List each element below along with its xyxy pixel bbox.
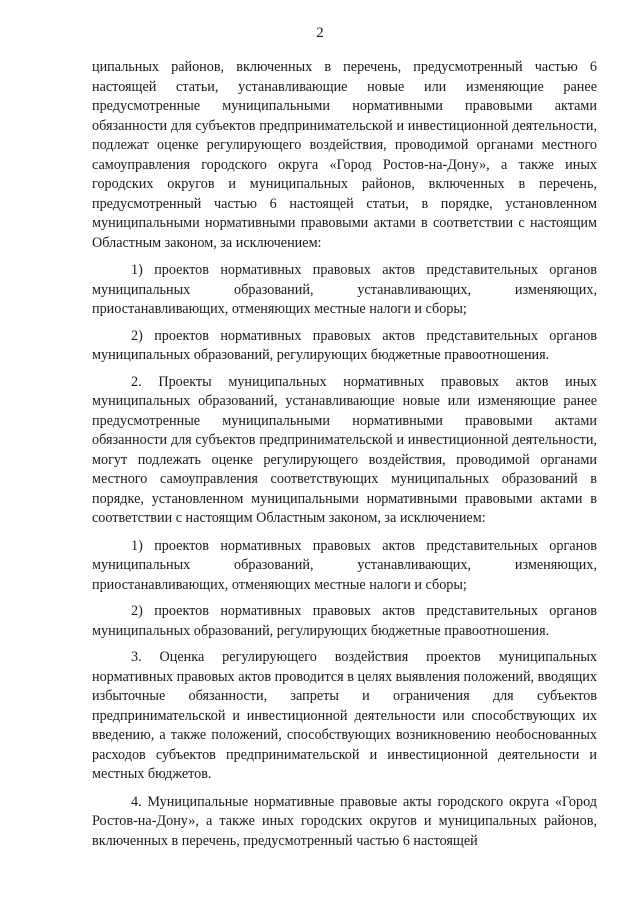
paragraph-continuation: ципальных районов, включенных в перечень, предусмотренный частью 6 настоящей статьи, устанавливающие новые или изменяющие ранее предусмотренные муниципальными нормативными правовыми актами обязанности для субъектов предпринимательской и инвестиционной деятельности, подлежат оценке регулирующего воздействия, проводимой органами местного самоуправления городского округа «Город Ростов-на-Дону», а также иных городских округов и муниципальных районов, включенных в перечень, предусмотренный частью 6 настоящей статьи, в порядке, установленном муниципальными нормативными правовыми актами в соответствии с настоящим Областным законом, за исключением:: [92, 59, 597, 251]
paragraph-item-2: 2) проектов нормативных правовых актов представительных органов муниципальных образований, регулирующих бюджетные правоотношения.: [92, 327, 597, 363]
paragraph-section-4: 4. Муниципальные нормативные правовые акты городского округа «Город Ростов-на-Дону», а также иных городских округов и муниципальных районов, включенных в перечень, предусмотренный частью 6 настоящей: [92, 793, 597, 849]
paragraph-section-2: 2. Проекты муниципальных нормативных правовых актов иных муниципальных образований, устанавливающие новые или изменяющие ранее предусмотренные муниципальными нормативными правовыми актами обязанности для субъектов предпринимательской и инвестиционной деятельности, могут подлежать оценке регулирующего воздействия, проводимой органами местного самоуправления соответствующих муниципальных образований в порядке, установленном муниципальными нормативными правовыми актами в соответствии с настоящим Областным законом, за исключением:: [92, 373, 597, 526]
paragraph-section-2-item-1: 1) проектов нормативных правовых актов представительных органов муниципальных образований, устанавливающих, изменяющих, приостанавливающих, отменяющих местные налоги и сборы;: [92, 537, 597, 593]
paragraph-section-2-item-2: 2) проектов нормативных правовых актов представительных органов муниципальных образований, регулирующих бюджетные правоотношения.: [92, 603, 597, 639]
page-number: 2: [316, 25, 324, 41]
document-body: [92, 58, 597, 851]
paragraph-item-1: 1) проектов нормативных правовых актов представительных органов муниципальных образований, устанавливающих, изменяющих, приостанавливающих, отменяющих местные налоги и сборы;: [92, 262, 597, 317]
paragraph-section-3: 3. Оценка регулирующего воздействия проектов муниципальных нормативных правовых актов проводится в целях выявления положений, вводящих избыточные обязанности, запреты и ограничения для субъектов предпринимательской и инвестиционной деятельности или способствующих их введению, а также положений, способствующих возникновению необоснованных расходов субъектов предпринимательской и инвестиционной деятельности и местных бюджетов.: [92, 649, 597, 782]
